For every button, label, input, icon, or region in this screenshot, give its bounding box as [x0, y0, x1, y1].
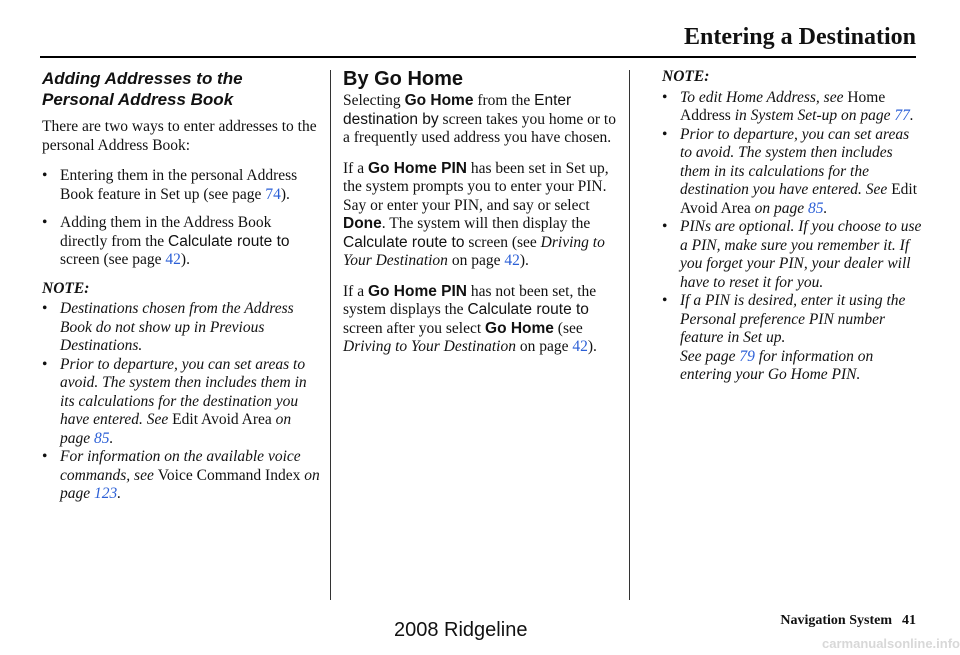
screen-term: Calculate route to [467, 301, 589, 318]
note-item: • Prior to departure, you can set areas to avoid. The system then includes them in its calculations for the destination you have entered. See Edit Avoid Area on page 85. [42, 355, 307, 447]
column-divider-left [330, 70, 331, 600]
screen-term: Calculate route to [343, 233, 465, 251]
bullet-glyph: • [662, 88, 668, 106]
bullet-glyph: • [662, 218, 668, 235]
page-number: 41 [902, 613, 916, 628]
note-list [662, 89, 922, 385]
intro-paragraph: There are two ways to enter addresses to the personal Address Book: [42, 118, 317, 154]
go-home-paragraph-2: If a Go Home PIN has been set in Set up, the system prompts you to enter your PIN. Say or enter your PIN, and say or select Done. The system will then display the Calculate route to screen (see Driving to Your Destination on page 42). [343, 159, 609, 269]
footer-section-name: Navigation System [780, 613, 892, 628]
note-item: • If a PIN is desired, enter it using the Personal preference PIN number feature in Set up. See page 79 for information on entering your Go Home PIN. [662, 292, 906, 383]
bullet-glyph: • [662, 292, 668, 309]
bullet-glyph: • [42, 214, 48, 231]
column-notes [662, 68, 922, 385]
page-link-85[interactable]: 85 [94, 429, 110, 447]
button-term: Go Home PIN [367, 159, 467, 177]
screen-term: Calculate route to [168, 232, 290, 250]
bullet-glyph: • [662, 125, 668, 143]
footer-section-label [780, 613, 916, 629]
note-item: • PINs are optional. If you choose to use a PIN, make sure you remember it. If you forget your PIN, your dealer will have to reset it for you. [662, 218, 922, 291]
page-link-74[interactable]: 74 [265, 185, 281, 203]
model-watermark: 2008 Ridgeline [394, 619, 528, 641]
page-link-77[interactable]: 77 [894, 107, 910, 124]
button-term: Go Home [404, 92, 474, 109]
go-home-paragraph-3: If a Go Home PIN has not been set, the system displays the Calculate route to screen after you select Go Home (see Driving to Your Destination on page 42). [343, 282, 597, 355]
page-link-79[interactable]: 79 [739, 347, 755, 365]
site-watermark: carmanualsonline.info [822, 636, 960, 651]
screen-term: Enter destination by [343, 92, 572, 128]
column-divider-right [629, 70, 630, 600]
page-link-42[interactable]: 42 [504, 252, 520, 269]
note-list [42, 300, 320, 504]
subheading-adding-addresses: Adding Addresses to the Personal Address Book [42, 69, 243, 109]
note-item: • To edit Home Address, see Home Address in System Set-up on page 77. [662, 88, 914, 124]
header-rule [40, 56, 916, 58]
go-home-paragraph-1: Selecting Go Home from the Enter destination by screen takes you home or to a frequently used address you have chosen. [343, 92, 616, 146]
bullet-glyph: • [42, 448, 48, 465]
bullet-glyph: • [42, 300, 48, 317]
button-term: Done [343, 215, 382, 232]
note-title: NOTE: [662, 68, 710, 85]
bullet-glyph: • [42, 355, 48, 373]
note-item: • Prior to departure, you can set areas to avoid. The system then includes them in its calculations for the destination you have entered. See Edit Avoid Area on page 85. [662, 125, 918, 217]
bullet-address-book-direct: • Adding them in the Address Book directly from the Calculate route to screen (see page 42). [42, 214, 290, 268]
page-link-42[interactable]: 42 [165, 251, 181, 268]
button-term: Go Home PIN [367, 282, 467, 300]
column-go-home [343, 68, 618, 369]
page-link-85[interactable]: 85 [808, 199, 824, 217]
note-item: • Destinations chosen from the Address Book do not show up in Previous Destinations. [42, 300, 294, 354]
button-term: Go Home [485, 319, 554, 337]
page-title: Entering a Destination [683, 24, 916, 50]
section-heading-go-home: By Go Home [343, 68, 464, 90]
bullet-personal-address-book: • Entering them in the personal Address Book feature in Set up (see page 74). [42, 167, 298, 203]
note-title: NOTE: [42, 279, 90, 297]
page-link-123[interactable]: 123 [94, 485, 118, 502]
column-address-book [42, 68, 320, 504]
note-item: • For information on the available voice commands, see Voice Command Index on page 123. [42, 448, 320, 502]
bullet-glyph: • [42, 167, 48, 184]
page-link-42[interactable]: 42 [572, 338, 588, 355]
